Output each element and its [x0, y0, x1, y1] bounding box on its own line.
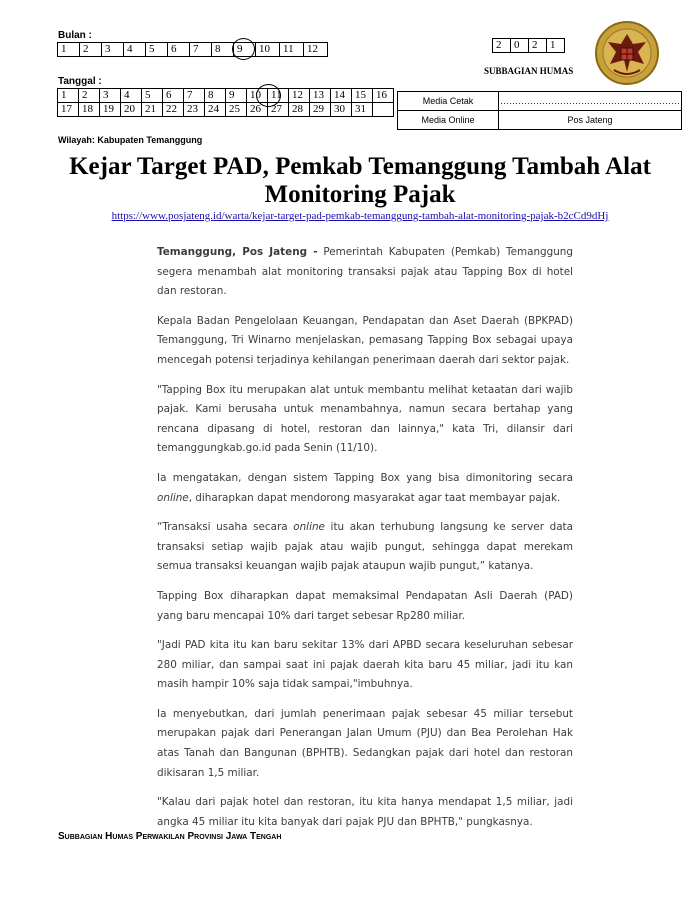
tanggal-label: Tanggal :	[58, 76, 102, 87]
month-cell: 1	[58, 43, 80, 57]
article-paragraph: "Jadi PAD kita itu kan baru sekitar 13% dari APBD secara keseluruhan sebesar 280 miliar, dan sampai saat ini pajak daerah kita baru 45 miliar, jadi itu kan masih hampir 10% saja tidak sampai,"imbuhnya.	[157, 639, 573, 691]
month-cell: 9	[234, 43, 256, 57]
date-cell: 6	[163, 89, 184, 103]
year-digit: 1	[547, 39, 565, 53]
title-line-1: Kejar Target PAD, Pemkab Temanggung Tambah Alat	[69, 153, 651, 180]
month-cell: 3	[102, 43, 124, 57]
wilayah-label: Wilayah: Kabupaten Temanggung	[58, 135, 203, 145]
month-cell: 4	[124, 43, 146, 57]
date-cell: 30	[331, 103, 352, 117]
date-cell: 19	[100, 103, 121, 117]
date-cell: 18	[79, 103, 100, 117]
year-grid	[492, 38, 565, 53]
article-source-link[interactable]: https://www.posjateng.id/warta/kejar-target-pad-pemkab-temanggung-tambah-alat-monitoring-pajak-b2cCd9dHj	[111, 210, 609, 222]
date-cell: 16	[373, 89, 394, 103]
article-paragraph: Temanggung, Pos Jateng - Pemerintah Kabupaten (Pemkab) Temanggung segera menambah alat monitoring transaksi pajak atau Tapping Box di hotel dan restoran.	[157, 246, 573, 298]
date-cell: 8	[205, 89, 226, 103]
title-line-2: Monitoring Pajak	[264, 181, 456, 208]
year-digit: 2	[493, 39, 511, 53]
date-cell: 31	[352, 103, 373, 117]
date-grid	[57, 88, 394, 117]
month-cell: 5	[146, 43, 168, 57]
date-cell: 4	[121, 89, 142, 103]
date-cell: 12	[289, 89, 310, 103]
article-paragraph: "Tapping Box itu merupakan alat untuk membantu melihat ketaatan dari wajib pajak. Kami berusaha untuk menambahnya, namun secara bertahap yang rencana dipasang di hotel, restoran dan lainnya," kata Tri, dilansir dari temanggungkab.go.id pada Senin (11/10).	[157, 383, 573, 455]
month-cell: 10	[256, 43, 280, 57]
media-online-value: Pos Jateng	[499, 111, 682, 130]
article-paragraph: “Transaksi usaha secara online itu akan terhubung langsung ke server data transaksi setiap wajib pajak atau wajib pungut, sehingga dapat merekam semua transaksi keuangan wajib pajak ataupun wajib pungut,” katanya.	[157, 521, 573, 573]
date-cell: 13	[310, 89, 331, 103]
month-cell: 2	[80, 43, 102, 57]
selected-month-circle	[232, 38, 255, 60]
month-cell: 8	[212, 43, 234, 57]
date-cell: 17	[58, 103, 79, 117]
selected-date-circle	[256, 84, 281, 107]
media-cetak-label: Media Cetak	[398, 92, 499, 111]
date-cell: 23	[184, 103, 205, 117]
date-cell: 9	[226, 89, 247, 103]
month-cell: 7	[190, 43, 212, 57]
date-cell: 22	[163, 103, 184, 117]
date-cell: 14	[331, 89, 352, 103]
year-digit: 0	[511, 39, 529, 53]
article-paragraph: Ia mengatakan, dengan sistem Tapping Box yang bisa dimonitoring secara online, diharapkan dapat mendorong masyarakat agar taat membayar pajak.	[157, 471, 573, 504]
media-cetak-value: ……………………………………………………	[499, 92, 682, 111]
article-body	[157, 243, 573, 842]
media-online-label: Media Online	[398, 111, 499, 130]
date-cell: 25	[226, 103, 247, 117]
month-cell: 6	[168, 43, 190, 57]
date-cell: 10	[247, 89, 268, 103]
month-cell: 12	[304, 43, 328, 57]
garuda-emblem-icon	[594, 20, 660, 86]
date-cell: 5	[142, 89, 163, 103]
date-cell: 7	[184, 89, 205, 103]
date-cell: 15	[352, 89, 373, 103]
date-cell: 29	[310, 103, 331, 117]
bulan-label: Bulan :	[58, 30, 92, 41]
dateline: Temanggung, Pos Jateng -	[157, 246, 318, 258]
article-paragraph: "Kalau dari pajak hotel dan restoran, itu kita hanya mendapat 1,5 miliar, jadi angka 45 miliar itu kita banyak dari pajak PJU dan BPHTB," pungkasnya.	[157, 796, 573, 828]
date-cell: 26	[247, 103, 268, 117]
year-digit: 2	[529, 39, 547, 53]
date-cell: 21	[142, 103, 163, 117]
month-grid	[57, 42, 328, 57]
date-cell: 1	[58, 89, 79, 103]
date-cell	[373, 103, 394, 117]
date-cell: 3	[100, 89, 121, 103]
article-paragraph: Tapping Box diharapkan dapat memaksimal Pendapatan Asli Daerah (PAD) yang baru mencapai 10% dari target sebesar Rp280 miliar.	[157, 589, 573, 622]
footer-label: Subbagian Humas Perwakilan Provinsi Jawa Tengah	[58, 831, 282, 842]
date-cell: 28	[289, 103, 310, 117]
date-cell: 27	[268, 103, 289, 117]
date-cell: 2	[79, 89, 100, 103]
media-table	[397, 91, 682, 130]
date-cell: 24	[205, 103, 226, 117]
date-cell: 20	[121, 103, 142, 117]
article-paragraph: Kepala Badan Pengelolaan Keuangan, Pendapatan dan Aset Daerah (BPKPAD) Temanggung, Tri Winarno menjelaskan, pemasang Tapping Box sebagai upaya mencegah potensi terjadinya kehilangan penerimaan daerah dari sektor pajak.	[157, 314, 573, 366]
article-title	[40, 153, 680, 209]
month-cell: 11	[280, 43, 304, 57]
subbagian-label: SUBBAGIAN HUMAS	[484, 66, 574, 76]
article-paragraph: Ia menyebutkan, dari jumlah penerimaan pajak sebesar 45 miliar tersebut merupakan pajak dari Penerangan Jalan Umum (PJU) dan Bea Perolehan Hak atas Tanah dan Bangunan (BPHTB). Sedangkan pajak dari hotel dan restoran dikisaran 1,5 miliar.	[157, 707, 573, 779]
date-cell: 11	[268, 89, 289, 103]
